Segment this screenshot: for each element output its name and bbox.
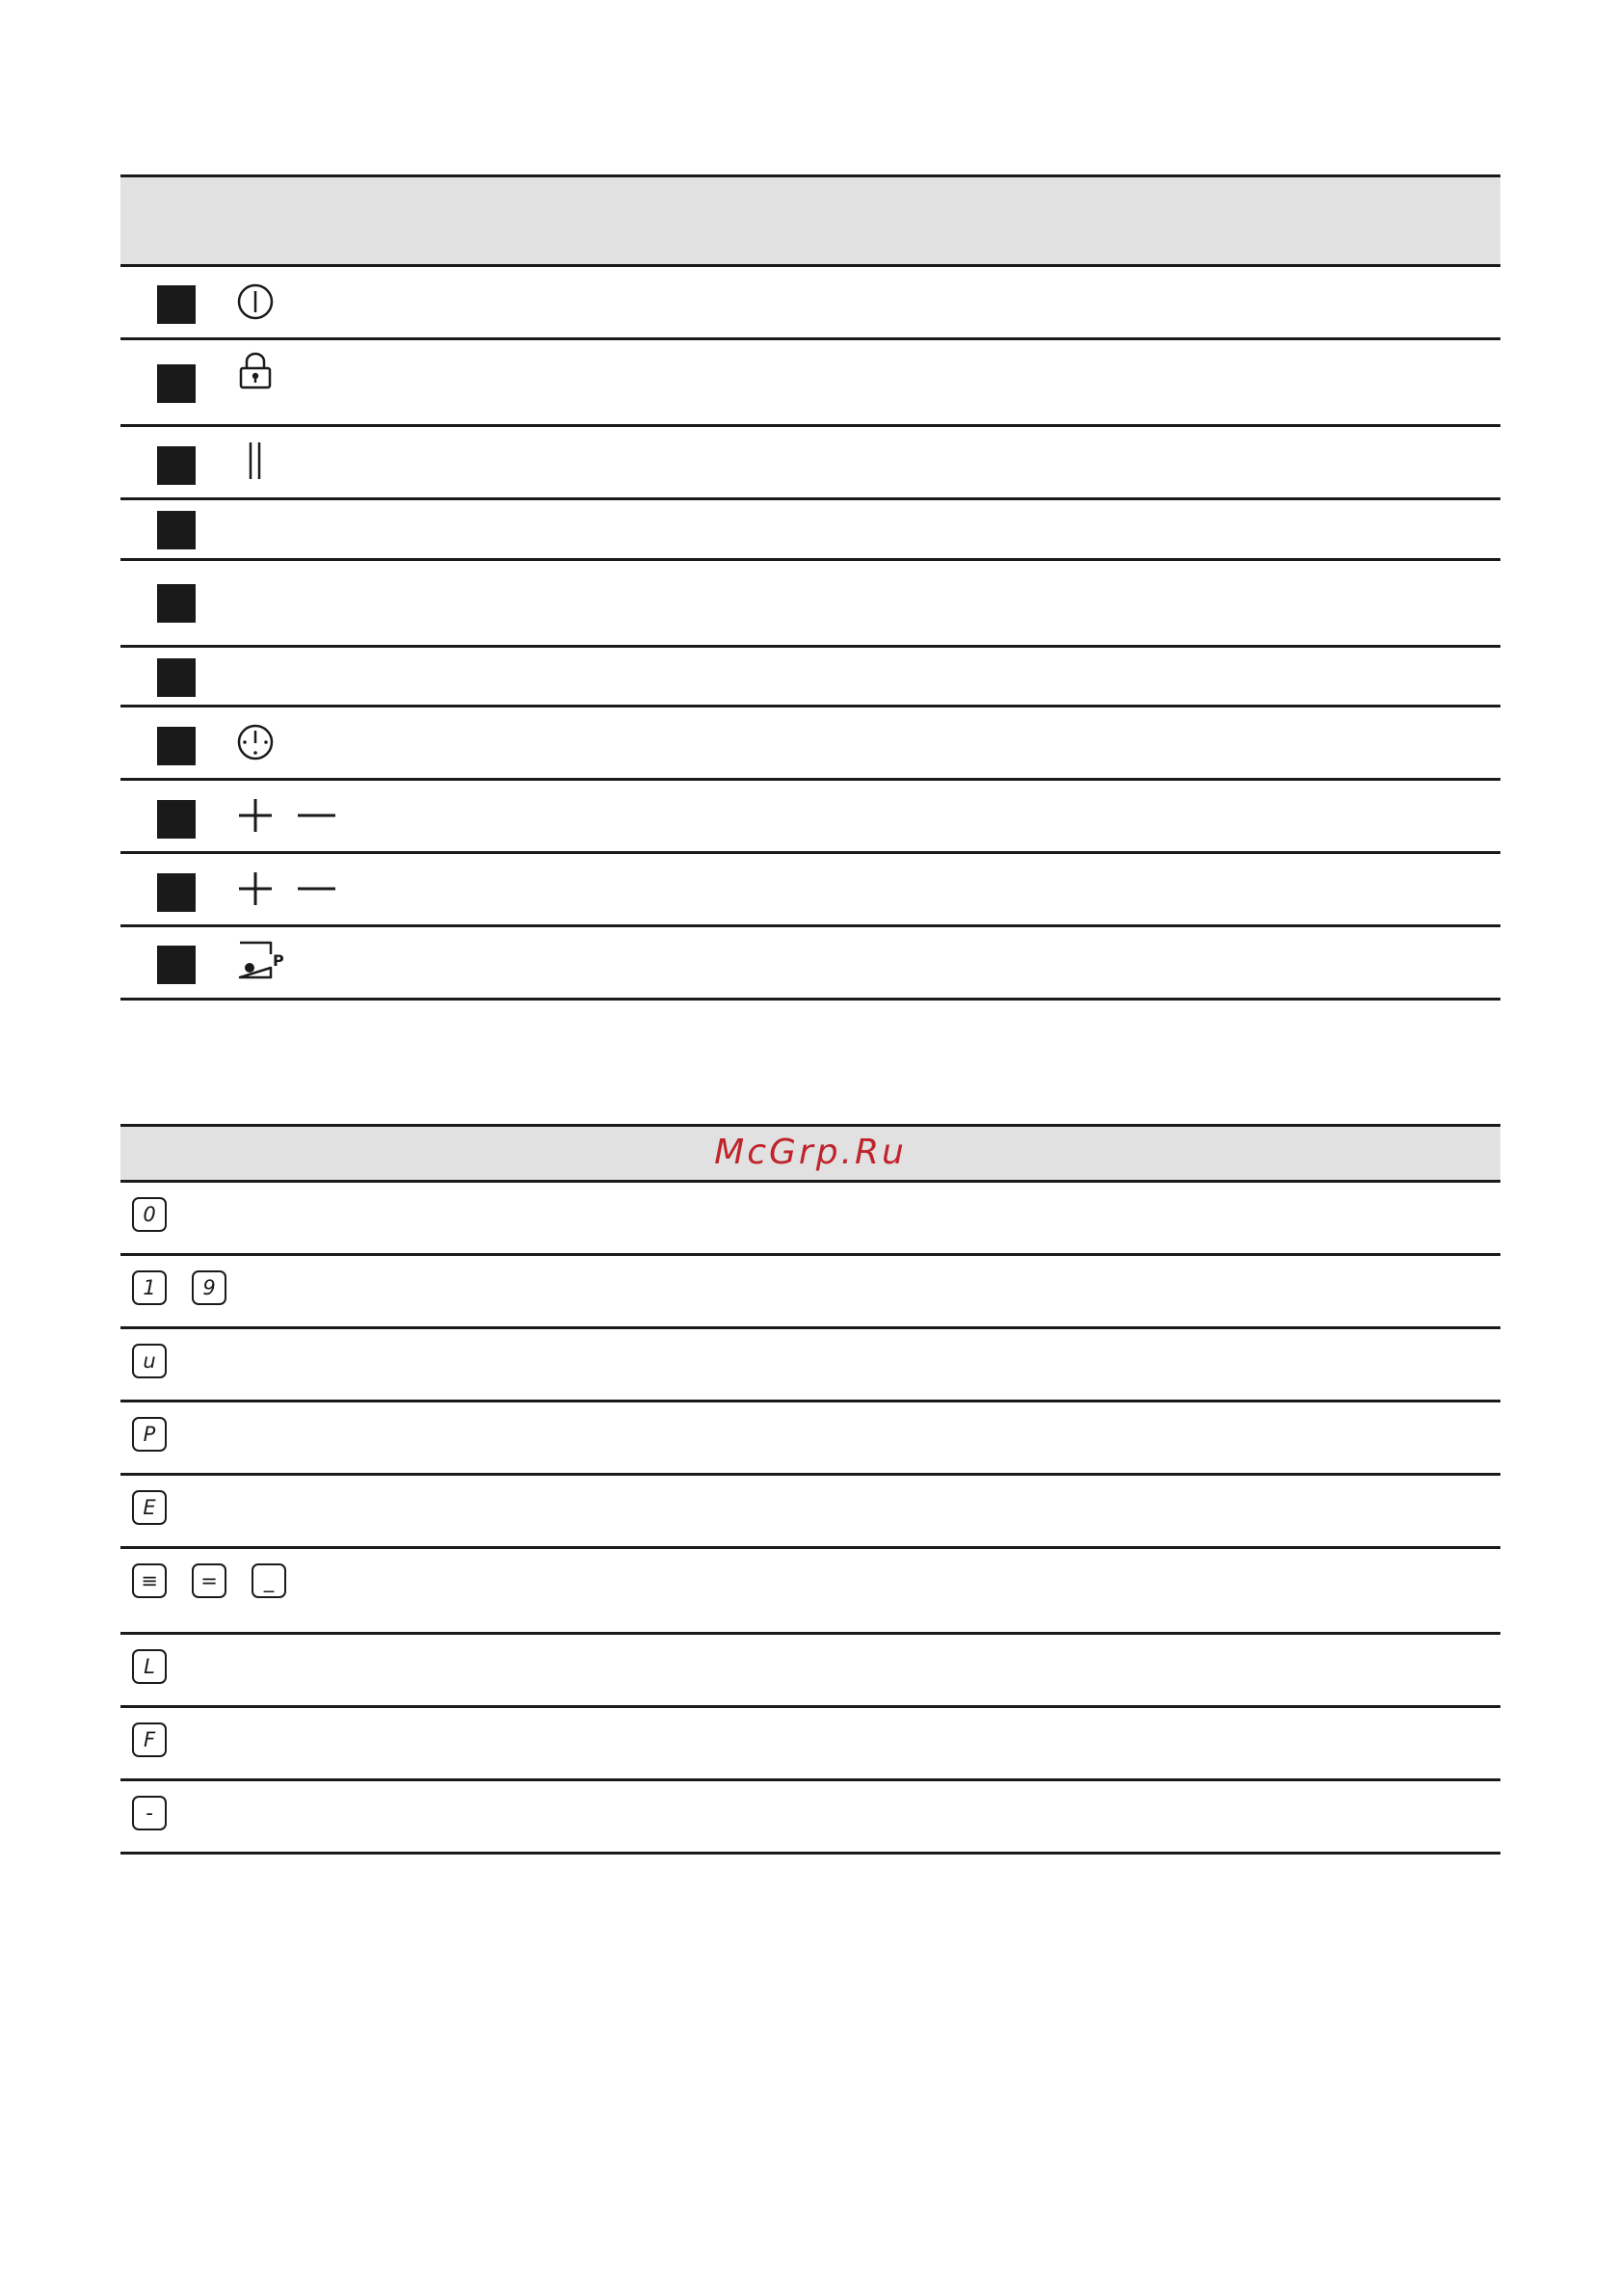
control-row-6 [120,648,1500,707]
row-marker [157,658,196,697]
display-symbol: F [132,1722,167,1757]
display-table-header [120,1124,1500,1183]
display-symbols-table [120,1124,1500,1855]
svg-text:P: P [273,951,284,970]
display-row-0 [120,1183,1500,1256]
display-row-8 [120,1781,1500,1855]
plus-minus-icon [236,869,342,908]
display-symbol: E [132,1490,167,1525]
control-row-8 [120,781,1500,854]
control-row-10 [120,927,1500,1001]
power-icon [236,282,275,321]
display-symbol: 0 [132,1197,167,1232]
timer-icon [236,723,275,761]
control-row-1 [120,267,1500,340]
control-panel-table [120,174,1500,1001]
display-symbol: _ [252,1563,286,1598]
control-row-5 [120,561,1500,648]
control-table-header [120,174,1500,267]
display-symbol: ≡ [132,1563,167,1598]
row-marker [157,873,196,912]
display-row-6 [120,1635,1500,1708]
display-symbol: u [132,1344,167,1378]
display-symbol: 9 [192,1270,226,1305]
control-row-9 [120,854,1500,927]
display-row-5 [120,1549,1500,1635]
watermark: McGrp.Ru [714,1133,907,1172]
row-marker [157,727,196,765]
display-symbol: L [132,1649,167,1684]
row-marker [157,511,196,549]
pot-p-icon [236,939,290,981]
display-row-3 [120,1402,1500,1476]
control-row-7 [120,707,1500,781]
control-row-2 [120,340,1500,427]
row-marker [157,446,196,485]
control-row-3 [120,427,1500,500]
display-symbol: 1 [132,1270,167,1305]
row-marker [157,364,196,403]
display-row-4 [120,1476,1500,1549]
control-row-4 [120,500,1500,561]
row-marker [157,584,196,623]
display-row-1 [120,1256,1500,1329]
display-row-2 [120,1329,1500,1402]
display-symbol: = [192,1563,226,1598]
row-marker [157,946,196,984]
row-marker [157,800,196,839]
row-marker [157,285,196,324]
lock-icon [236,350,275,392]
display-row-7 [120,1708,1500,1781]
pause-icon [236,441,275,481]
plus-minus-icon [236,796,342,835]
display-symbol: P [132,1417,167,1452]
display-symbol: - [132,1796,167,1830]
